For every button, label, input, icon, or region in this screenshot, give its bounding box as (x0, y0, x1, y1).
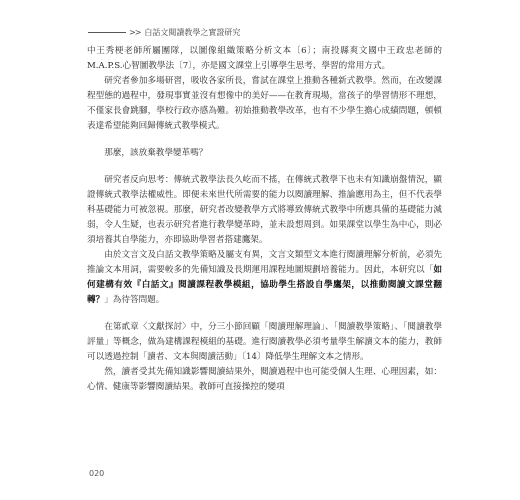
paragraph-5 (87, 248, 442, 308)
page-number: 020 (89, 469, 105, 478)
paragraph-2: 研究者參加多場研習，吸收各家所長，嘗試在課堂上推動各種新式教學。然而，在改變課程型態的過程中，發現事實並沒有想像中的美好——在教育現場，當孩子的學習情形不理想，不僅家長會跳腳，學校行政亦感為難。初始推動教學改革，也有不少學生擔心成績問題，頓頓表達希望能夠回歸傳統式教學模式。 (87, 76, 442, 131)
header-title: 白話文閱讀教學之實證研究 (144, 28, 241, 37)
paragraph-6: 在第貳章〈文獻探討〉中，分三小節回顧「閱讀理解理論」、「閱讀教學策略」、「閱讀教學評量」等概念，做為建構課程模組的基礎。進行閱讀教學必須考量學生解讀文本的能力，教師可以透過控制「讀者、文本與閱讀活動」〔14〕降低學生理解文本之情形。 (87, 322, 442, 362)
header-rule (88, 32, 126, 33)
paragraph-7: 然，讀者受其先備知識影響閱讀結果外，閱讀過程中也可能受個人生理、心理因素，如：心情、健康等影響閱讀結果。教師可直接操控的變項 (87, 367, 442, 392)
paragraph-4: 研究者反向思考：傳統式教學法長久屹而不搖，在傳統式教學下也未有知識崩盤情況，顯證傳統式教學法權威性。即便未來世代所需要的能力以閱讀理解、推論應用為主，但不代表學科基礎能力可被忽視。那麼，研究者改變教學方式將導致傳統式教學中所應具備的基礎能力減弱，令人生疑，也表示研究者進行教學變革時，並未設想周到。如果課堂以學生為中心，則必須培養其自學能力，亦即協助學習者搭建鷹架。 (87, 175, 442, 245)
paragraph-1: 中王秀梗老師所屬團隊，以圖像組織策略分析文本〔6〕；南投縣爽文國中王政忠老師的M.A.P.S.心智圖教學法〔7〕，亦是國文課堂上引導學生思考、學習的常用方式。 (87, 46, 442, 71)
body-text (87, 44, 442, 395)
paragraph-5-text-b: 」為待答問題。 (104, 295, 165, 305)
paragraph-question: 那麼，該放棄教學變革嗎？ (104, 148, 208, 158)
double-chevron-icon: >> (129, 28, 141, 37)
paragraph-5-text-a: 由於文言文及白話文教學策略及屬支有異，文言文類型文本進行閱讀理解分析前，必須先推論文本用詞，需要較多的先備知識及長期運用課程地圖規劃培養能力。因此，本研究以「 (87, 250, 442, 275)
research-question: 如何建構有效『白話文』閱讀課程教學模組，協助學生搭設自學鷹架，以推動閱讀文課堂翻轉？ (87, 265, 442, 305)
running-header (88, 27, 240, 38)
